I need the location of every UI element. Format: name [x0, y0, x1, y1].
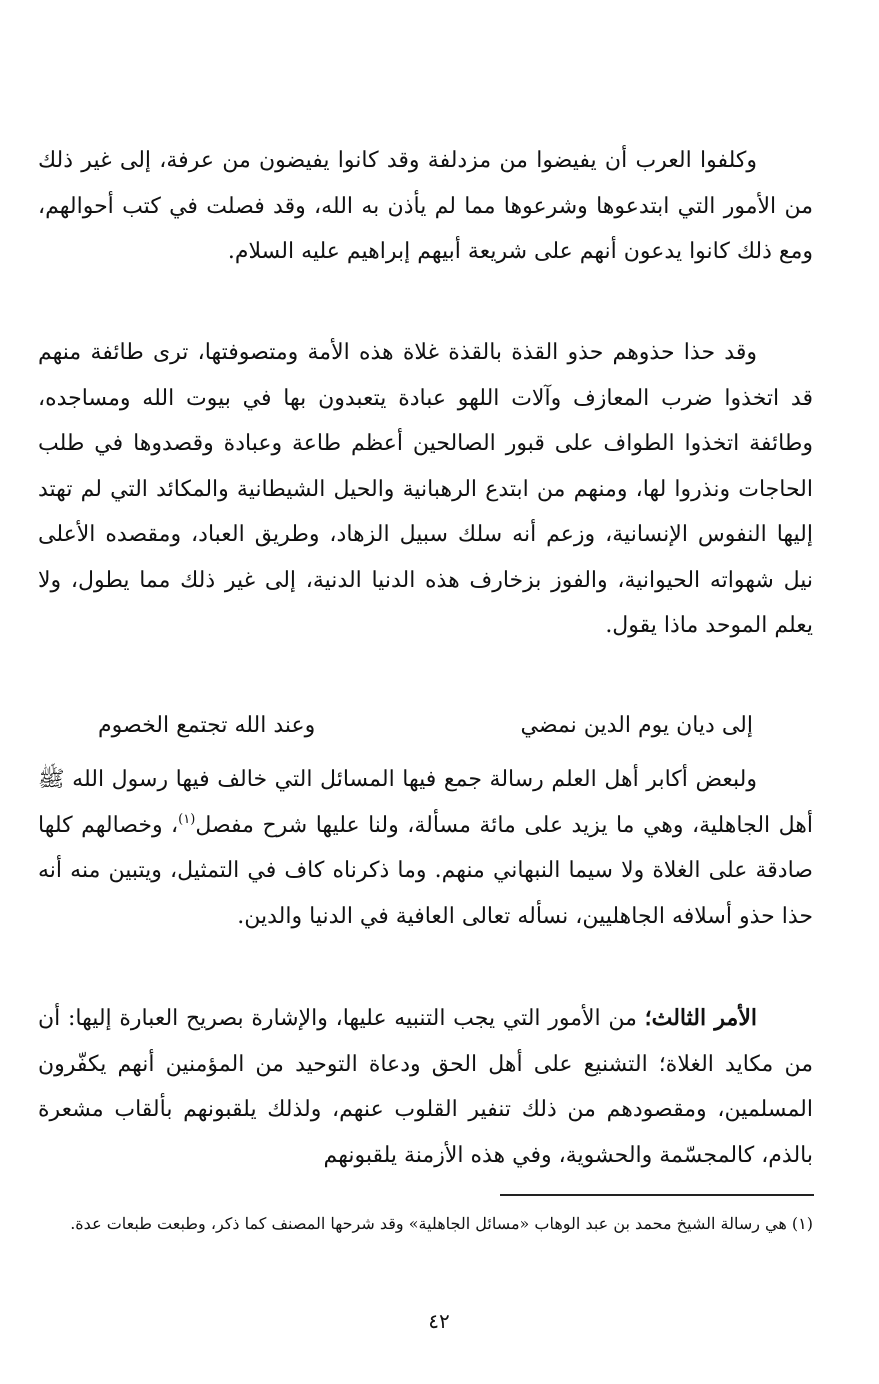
footnote-separator	[500, 1194, 814, 1196]
paragraph-3-text-before-note: ولبعض أكابر أهل العلم رسالة جمع فيها المسائل التي خالف فيها رسول الله ﷺ أهل الجاهلية، وهي ما يزيد على مائة مسألة، ولنا عليها شرح مفصل	[38, 767, 813, 838]
footnote-1: (١) هي رسالة الشيخ محمد بن عبد الوهاب «مسائل الجاهلية» وقد شرحها المصنف كما ذكر، وطبعت طبعات عدة.	[70, 1214, 813, 1233]
paragraph-3-text-after-note: ، وخصالهم كلها صادقة على الغلاة ولا سيما النبهاني منهم. وما ذكرناه كاف في التمثيل، ويتبين منه أنه حذا حذو أسلافه الجاهليين، نسأله تعالى العافية في الدنيا والدين.	[38, 812, 813, 929]
paragraph-1: وكلفوا العرب أن يفيضوا من مزدلفة وقد كانوا يفيضون من عرفة، إلى غير ذلك من الأمور التي ابتدعوها وشرعوها مما لم يأذن به الله، وقد فصلت في كتب أحوالهم، ومع ذلك كانوا يدعون أنهم على شريعة أبيهم إبراهيم عليه السلام.	[38, 148, 813, 264]
page-number: ٤٢	[428, 1309, 450, 1333]
paragraph-2: وقد حذا حذوهم حذو القذة بالقذة غلاة هذه الأمة ومتصوفتها، ترى طائفة منهم قد اتخذوا ضرب المعازف وآلات اللهو عبادة يتعبدون بها في بيوت الله ومساجده، وطائفة اتخذوا الطواف على قبور الصالحين أعظم طاعة وعبادة وقصدوها في طلب الحاجات ونذروا لها، ومنهم من ابتدع الرهبانية والحيل الشيطانية والمكائد التي لم تهتد إليها النفوس الإنسانية، وزعم أنه سلك سبيل الزهاد، وطريق العباد، ومقصده الأعلى نيل شهواته الحيوانية، والفوز بزخارف هذه الدنيا الدنية، إلى غير ذلك مما يطول، ولا يعلم الموحد ماذا يقول.	[38, 340, 813, 638]
section-lead-heading: الأمر الثالث؛	[644, 1005, 757, 1031]
paragraph-3	[38, 757, 813, 939]
paragraph-4	[38, 996, 813, 1178]
poetry-verse	[38, 703, 813, 748]
paragraph-4-text: من الأمور التي يجب التنبيه عليها، والإشارة بصريح العبارة إليها: أن من مكايد الغلاة؛ التشنيع على أهل الحق ودعاة التوحيد من المؤمنين أنهم يكفّرون المسلمين، ومقصودهم من ذلك تنفير القلوب عنهم، ولذلك يلقبونهم بألقاب مشعرة بالذم، كالمجسّمة والحشوية، وفي هذه الأزمنة يلقبونهم	[38, 1006, 813, 1168]
footnote-reference[interactable]: (١)	[178, 811, 196, 827]
verse-second-hemistich: وعند الله تجتمع الخصوم	[98, 713, 316, 738]
verse-first-hemistich: إلى ديان يوم الدين نمضي	[520, 713, 753, 738]
